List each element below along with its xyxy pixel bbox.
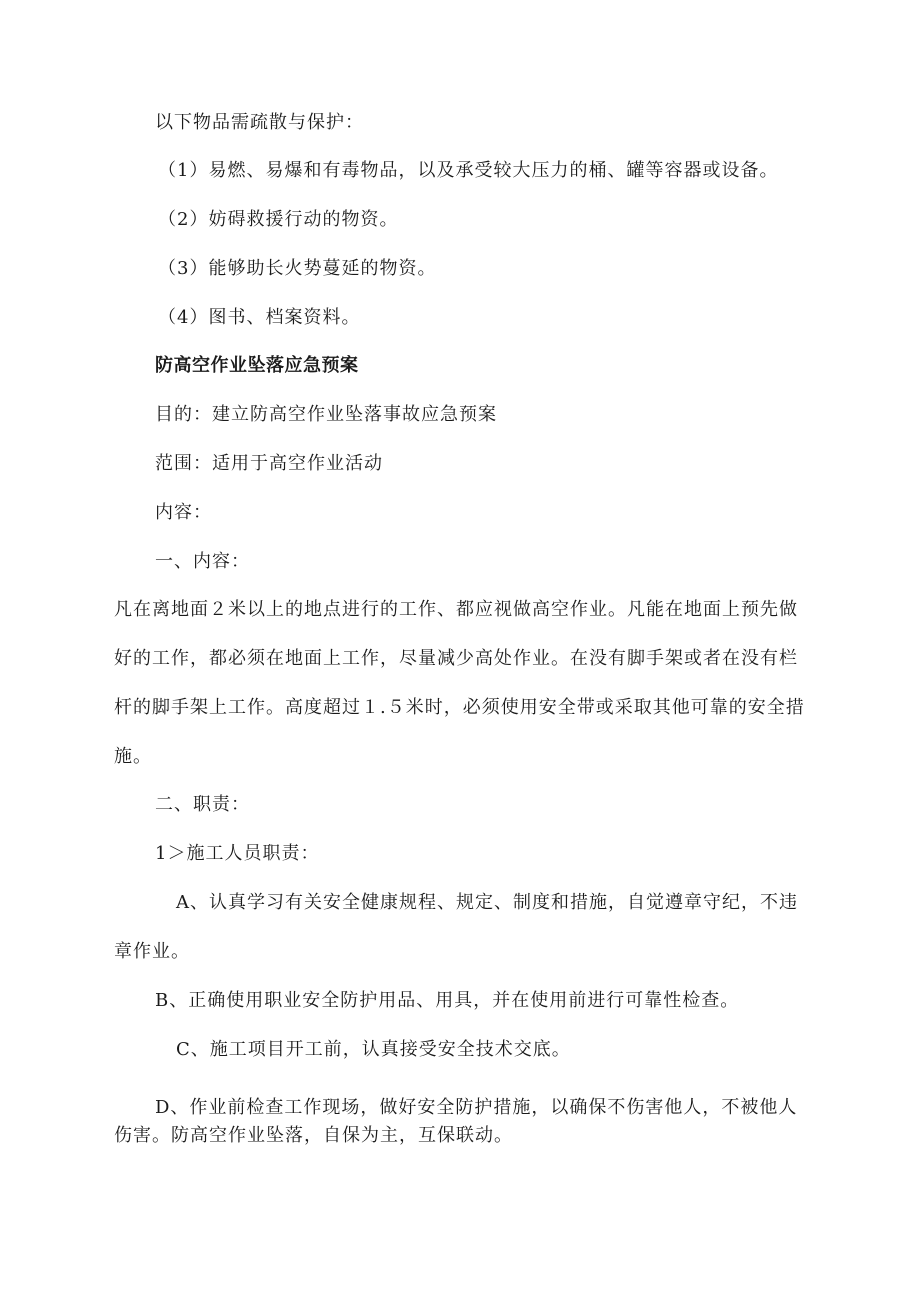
text-line: 一、内容： [155,551,250,572]
text-line: 范围：适用于高空作业活动 [155,453,383,474]
list-item: （4）图书、档案资料。 [158,307,361,328]
paragraph-line: 好的工作，都必须在地面上工作，尽量减少高处作业。在没有脚手架或者在没有栏 [114,648,798,669]
text-line: 目的：建立防高空作业坠落事故应急预案 [155,404,497,425]
section-heading: 防高空作业坠落应急预案 [155,355,359,376]
list-item: （3）能够助长火势蔓延的物资。 [158,258,437,279]
paragraph-line: 施。 [114,746,152,767]
paragraph-line: 杆的脚手架上工作。高度超过１.５米时，必须使用安全带或采取其他可靠的安全措 [114,697,805,718]
paragraph-line: 伤害。防高空作业坠落，自保为主，互保联动。 [114,1125,513,1146]
paragraph-line: 章作业。 [114,941,190,962]
text-line: 以下物品需疏散与保护： [155,112,364,133]
list-item: （2）妨碍救援行动的物资。 [158,209,399,230]
paragraph-line: 凡在离地面２米以上的地点进行的工作、都应视做高空作业。凡能在地面上预先做 [114,599,798,620]
list-item: （1）易燃、易爆和有毒物品，以及承受较大压力的桶、罐等容器或设备。 [158,160,779,181]
text-line: 1＞施工人员职责： [155,843,320,864]
paragraph-line: D、作业前检查工作现场，做好安全防护措施，以确保不伤害他人，不被他人 [155,1097,798,1118]
paragraph-line: C、施工项目开工前，认真接受安全技术交底。 [176,1039,571,1060]
text-line: 二、职责： [155,794,250,815]
paragraph-line: B、正确使用职业安全防护用品、用具，并在使用前进行可靠性检查。 [155,990,740,1011]
paragraph-line: A、认真学习有关安全健康规程、规定、制度和措施，自觉遵章守纪，不违 [176,892,798,913]
text-line: 内容： [155,502,212,523]
